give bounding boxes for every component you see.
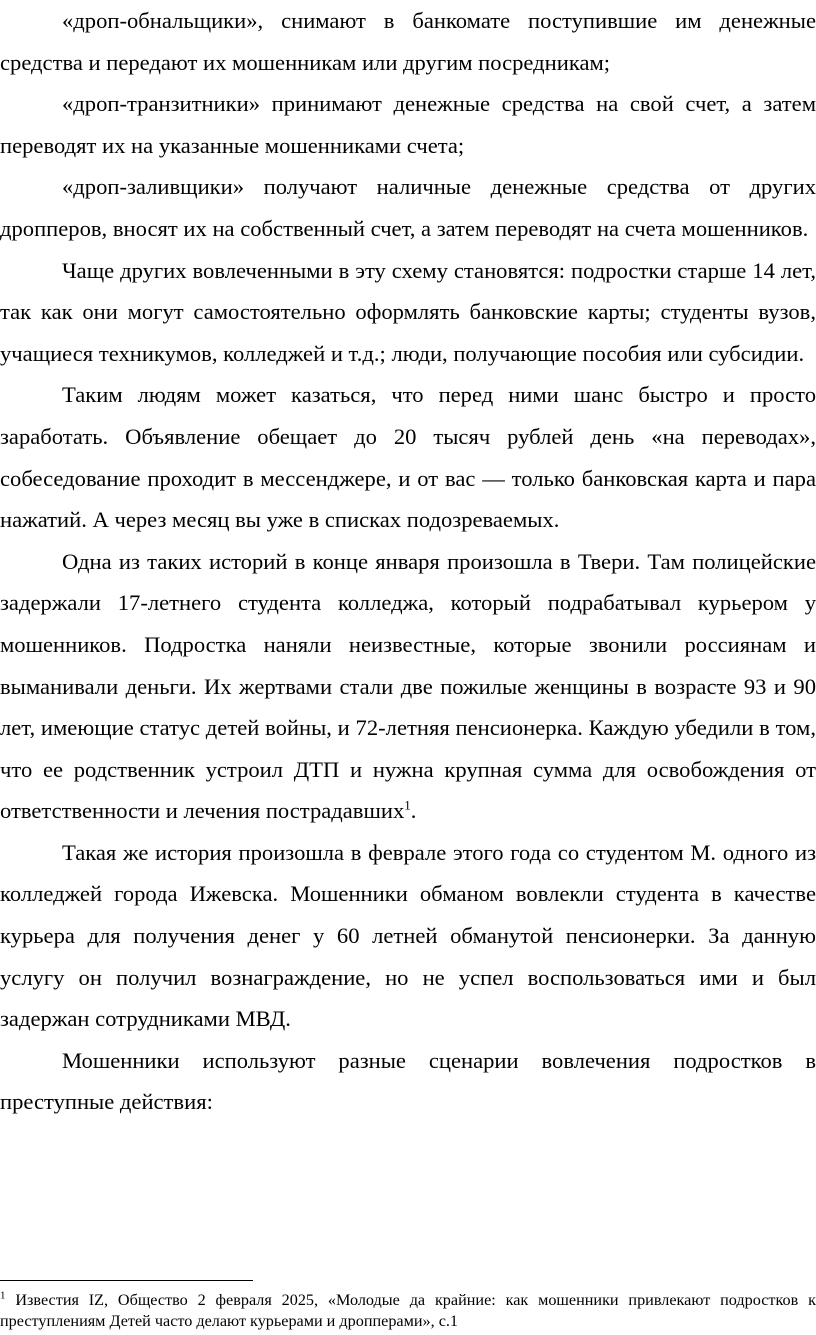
paragraph-tver-story (0, 541, 816, 832)
paragraph-drop-fillers: «дроп-заливщики» получают наличные денежные средства от других дропперов, вносят их на собственный счет, а затем переводят на счета мошенников. (0, 174, 816, 241)
footnote (0, 1290, 816, 1332)
paragraph-drop-cashers: «дроп-обнальщики», снимают в банкомате поступившие им денежные средства и передают их мошенникам или другим посредникам; (0, 8, 816, 75)
paragraph-scenarios-intro: Мошенники используют разные сценарии вовлечения подростков в преступные действия: (0, 1047, 816, 1115)
tver-story-text: Одна из таких историй в конце января произошла в Твери. Там полицейские задержали 17-летнего студента колледжа, который подрабатывал курьером у мошенников. Подростка наняли неизвестные, которые звонили россиянам и выманивали деньги. Их жертвами стали две пожилые женщины в возрасте 93 и 90 лет, имеющие статус детей войны, и 72-летняя пенсионерка. Каждую убедили в том, что ее родственник устроил ДТП и нужна крупная сумма для освобождения от ответственности и лечения пострадавших (0, 548, 816, 824)
paragraph-easy-money: Таким людям может казаться, что перед ними шанс быстро и просто заработать. Объявление обещает до 20 тысяч рублей день «на переводах», собеседование проходит в мессенджере, и от вас — только банковская карта и пара нажатий. А через месяц вы уже в списках подозреваемых. (0, 382, 816, 533)
paragraph-drop-transit: «дроп-транзитники» принимают денежные средства на свой счет, а затем переводят их на указанные мошенниками счета; (0, 91, 816, 158)
paragraph-izhevsk-story: Такая же история произошла в феврале этого года со студентом М. одного из колледжей города Ижевска. Мошенники обманом вовлекли студента в качестве курьера для получения денег у 60 летней обманутой пенсионерки. За данную услугу он получил вознаграждение, но не успел воспользоваться ими и был задержан сотрудниками МВД. (0, 839, 816, 1032)
footnote-text: Известия IZ, Общество 2 февраля 2025, «Молодые да крайние: как мошенники привлекают подростков к преступлениям Детей часто делают курьерами и дропперами», с.1 (0, 1291, 816, 1330)
paragraph-target-groups: Чаще других вовлеченными в эту схему становятся: подростки старше 14 лет, так как они могут самостоятельно оформлять банковские карты; студенты вузов, учащиеся техникумов, колледжей и т.д.; люди, получающие пособия или субсидии. (0, 257, 816, 366)
footnote-reference: 1 (404, 797, 411, 813)
tver-story-period: . (410, 798, 417, 824)
footnote-separator (0, 1280, 253, 1281)
footnote-number: 1 (0, 1289, 6, 1302)
